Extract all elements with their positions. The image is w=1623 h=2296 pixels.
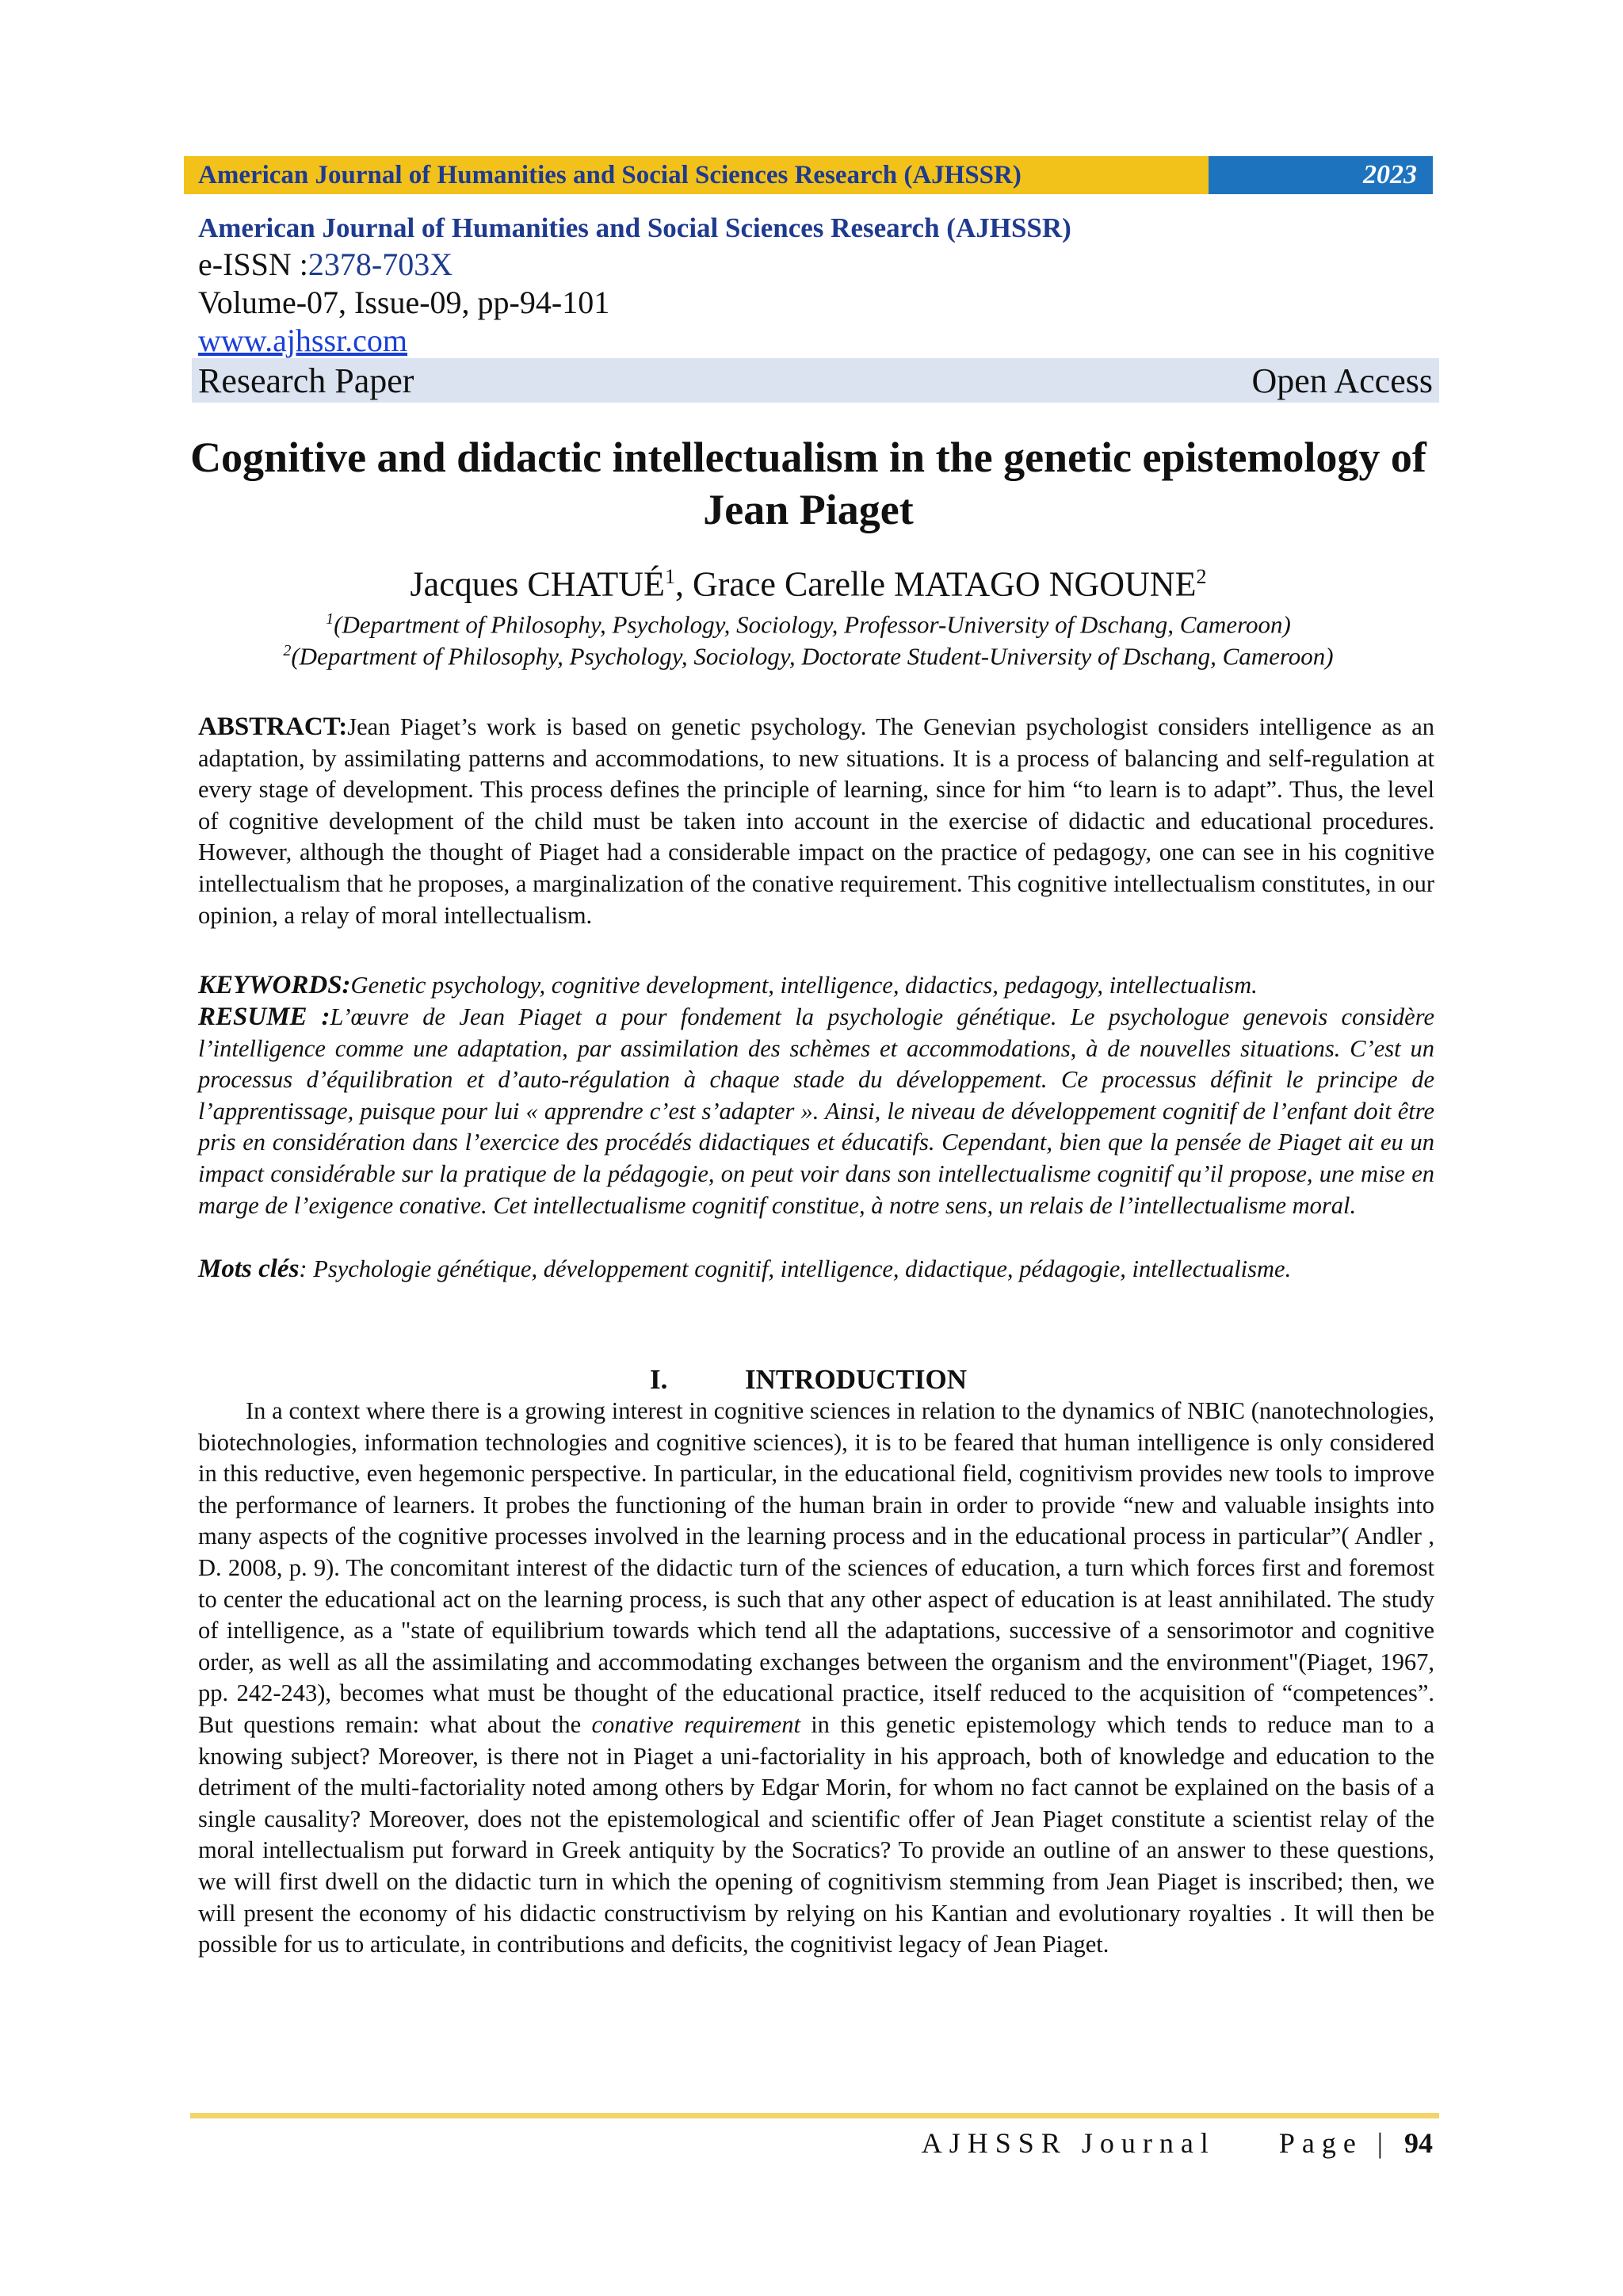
authors — [184, 556, 1433, 606]
footer-page-label: Page | — [1278, 2127, 1390, 2159]
affiliation-1 — [184, 604, 1433, 640]
mots-cles — [198, 1254, 1434, 1286]
resume — [198, 1002, 1434, 1221]
issn-number: 2378-703X — [307, 246, 453, 282]
access-type: Open Access — [1251, 361, 1433, 400]
footer-page-number: 94 — [1404, 2127, 1433, 2159]
journal-header-band — [184, 156, 1433, 194]
mots-cles-text: : Psychologie génétique, développement cognitif, intelligence, didactique, pédagogie, intellectualisme. — [299, 1255, 1292, 1282]
article-title: Cognitive and didactic intellectualism in the genetic epistemology of Jean Piaget — [190, 434, 1426, 533]
introduction-paragraph — [198, 1396, 1434, 1961]
author-2: Grace Carelle MATAGO NGOUNE — [692, 564, 1197, 604]
author-2-affil-mark: 2 — [1196, 565, 1207, 588]
author-1-affil-mark: 1 — [664, 565, 675, 588]
page-footer — [184, 2126, 1433, 2160]
author-separator: , — [674, 564, 693, 604]
keywords — [198, 970, 1434, 1002]
journal-info — [198, 211, 1442, 360]
affiliation-2 — [184, 636, 1433, 671]
intro-text-1: In a context where there is a growing interest in cognitive sciences in relation to the dynamics of NBIC (nanotechnologies, biotechnologies, information technologies and cognitive sciences), it is to be feared that human intelligence is only considered in this reductive, even hegemonic perspective. In particular, in the educational field, cognitivism provides new tools to improve the performance of learners. It probes the functioning of the human brain in order to provide “new and valuable insights into many aspects of the cognitive processes involved in the learning process and in the educational process in particular”( Andler , D. 2008, p. 9). The concomitant interest of the didactic turn of the sciences of education, a turn which forces first and foremost to center the educational act on the learning process, is such that any other aspect of education is at least annihilated. The study of intelligence, as a "state of equilibrium towards which tend all the adaptations, successive of a sensorimotor and cognitive order, as well as all the assimilating and accommodating exchanges between the organism and the environment"(Piaget, 1967, pp. 242-243), becomes what must be thought of the educational practice, itself reduced to the acquisition of “competences”. But questions remain: what about the — [198, 1397, 1434, 1738]
resume-label: RESUME : — [198, 1003, 330, 1031]
paper-type: Research Paper — [198, 361, 414, 400]
volume-line: Volume-07, Issue-09, pp-94-101 — [198, 285, 610, 320]
author-1: Jacques CHATUÉ — [410, 564, 665, 604]
intro-text-2: in this genetic epistemology which tends to reduce man to a knowing subject? Moreover, is there not in Piaget a uni-factoriality in his approach, both of knowledge and education to the detriment of the multi-factoriality noted among others by Edgar Morin, for whom no fact cannot be explained on the basis of a single causality? Moreover, does not the epistemological and scientific offer of Jean Piaget constitute a scientist relay of the moral intellectualism put forward in Greek antiquity by the Socratics? To provide an outline of an answer to these questions, we will first dwell on the didactic turn in which the opening of cognitivism stemming from Jean Piaget is inscribed; then, we will present the economy of his didactic constructivism by relying on his Kantian and evolutionary royalties . It will then be possible for us to articulate, in contributions and deficits, the cognitivist legacy of Jean Piaget. — [198, 1710, 1434, 1958]
journal-title: American Journal of Humanities and Social Sciences Research (AJHSSR) — [198, 212, 1071, 243]
issn-label: e-ISSN : — [198, 246, 308, 282]
issn-line — [198, 246, 1442, 284]
abstract — [198, 712, 1434, 931]
section-heading-introduction — [184, 1363, 1433, 1396]
keywords-text: Genetic psychology, cognitive development, intelligence, didactics, pedagogy, intellectualism. — [350, 972, 1258, 999]
journal-website-link[interactable]: www.ajhssr.com — [198, 323, 408, 358]
paper-type-bar — [192, 358, 1439, 403]
section-number: I. — [649, 1364, 668, 1395]
resume-text: L’œuvre de Jean Piaget a pour fondement la psychologie génétique. Le psychologue genevois considère l’intelligence comme une adaptation, par assimilation des schèmes et accommodations, à de nouvelles situations. C’est un processus d’équilibration et d’auto-régulation à chaque stade du développement. Ce processus définit le principe de l’apprentissage, puisque pour lui « apprendre c’est s’adapter ». Ainsi, le niveau de développement cognitif de l’enfant doit être pris en considération dans l’exercice des procédés didactiques et éducatifs. Cependant, bien que la pensée de Piaget ait eu un impact considérable sur la pratique de la pédagogie, on peut voir dans son intellectualisme cognitif qu’il propose, une mise en marge de l’exigence conative. Cet intellectualisme cognitif constitue, à notre sens, un relais de l’intellectualisme moral. — [198, 1003, 1434, 1219]
header-year: 2023 — [1209, 156, 1433, 194]
section-title: INTRODUCTION — [744, 1364, 968, 1395]
keywords-label: KEYWORDS: — [198, 971, 351, 999]
affiliation-1-mark: 1 — [326, 610, 334, 628]
affiliation-2-text: (Department of Philosophy, Psychology, Sociology, Doctorate Student-University of Dschang, Cameroon) — [291, 642, 1334, 670]
mots-cles-label: Mots clés — [198, 1255, 300, 1283]
abstract-text: Jean Piaget’s work is based on genetic psychology. The Genevian psychologist considers intelligence as an adaptation, by assimilating patterns and accommodations, to new situations. It is a process of balancing and self-regulation at every stage of development. This process defines the principle of learning, since for him “to learn is to adapt”. Thus, the level of cognitive development of the child must be taken into account in the exercise of didactic and educational procedures. However, although the thought of Piaget had a considerable impact on the practice of pedagogy, one can see in his cognitive intellectualism that he proposes, a marginalization of the conative requirement. This cognitive intellectualism constitutes, in our opinion, a relay of moral intellectualism. — [198, 713, 1434, 929]
abstract-label: ABSTRACT: — [198, 712, 348, 741]
footer-journal: AJHSSR Journal — [921, 2127, 1216, 2159]
affiliation-1-text: (Department of Philosophy, Psychology, Sociology, Professor-University of Dschang, Cameroon) — [334, 610, 1291, 639]
footer-rule — [190, 2113, 1439, 2118]
intro-emphasis: conative requirement — [591, 1710, 800, 1738]
affiliation-2-mark: 2 — [283, 642, 292, 659]
header-journal-name: American Journal of Humanities and Social Sciences Research (AJHSSR) — [184, 156, 1209, 194]
